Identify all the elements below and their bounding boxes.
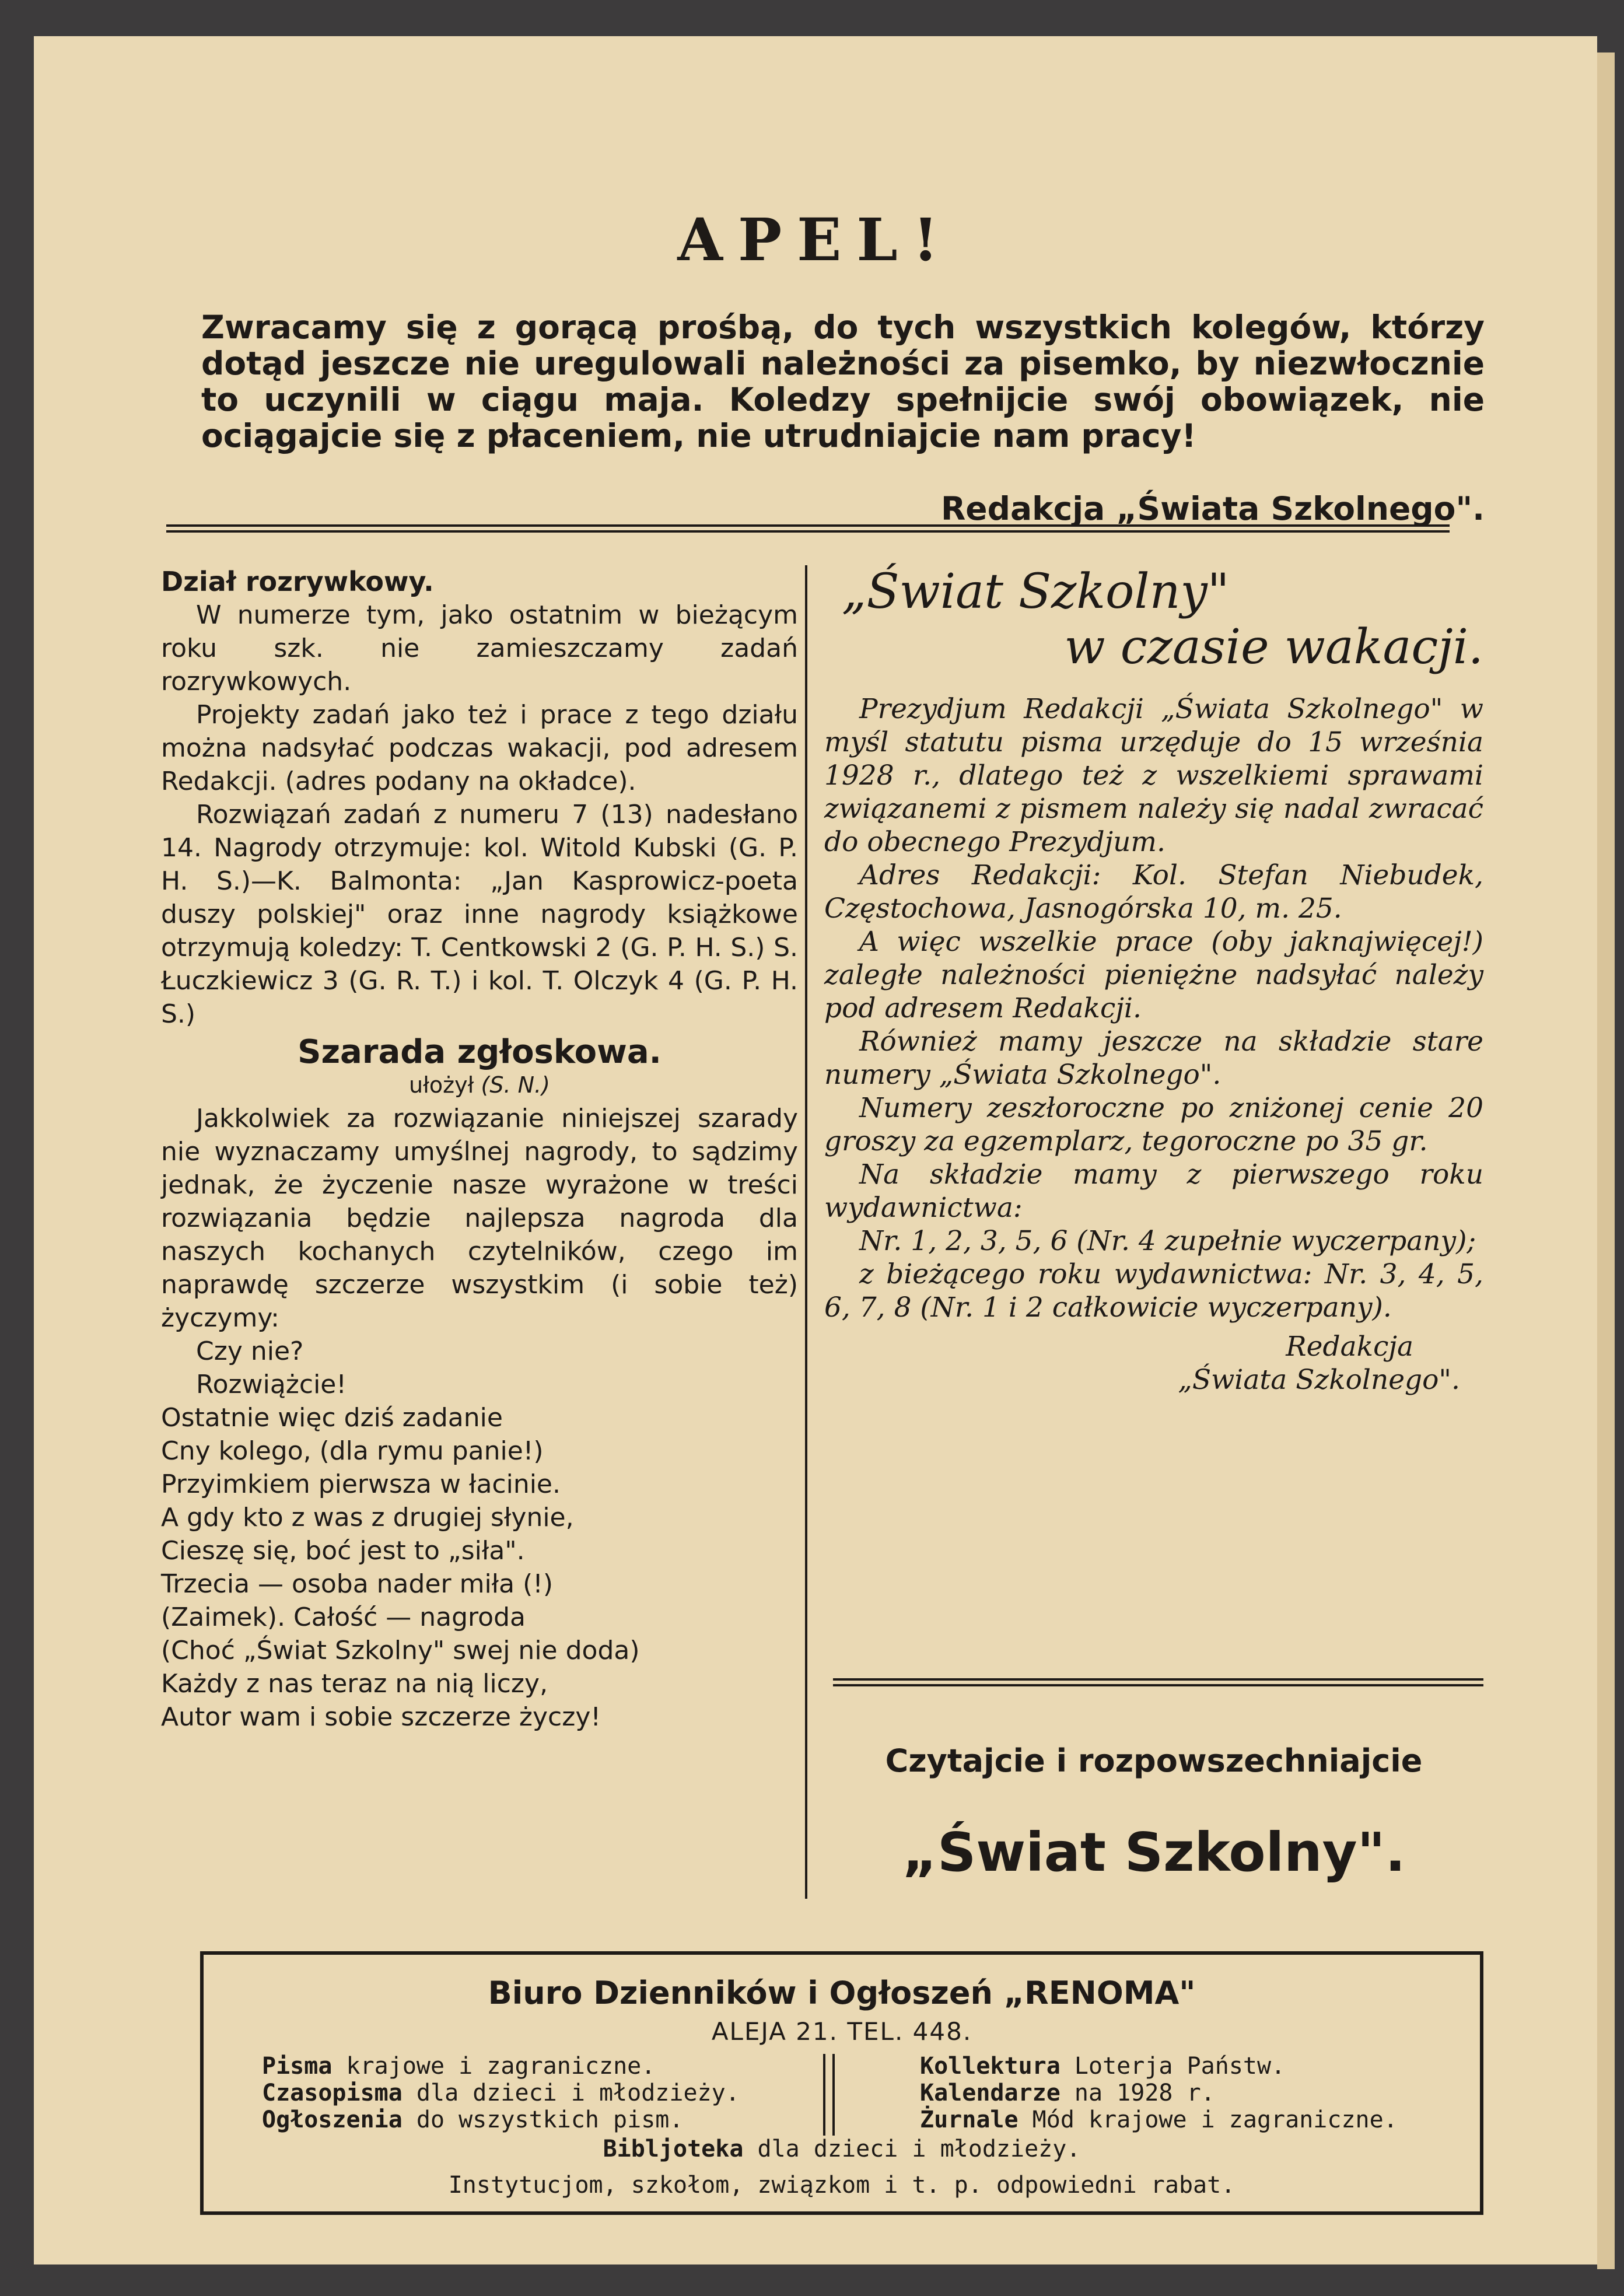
paragraph: Numery zeszłoroczne po zniżonej cenie 20 groszy za egzemplarz, tegoroczne po 35 gr.: [824, 1092, 1483, 1157]
puzzle-title: Szarada zgłoskowa.: [298, 1033, 662, 1071]
section-heading-entertainment: Dział rozrywkowy.: [161, 566, 434, 597]
promo-line2: „Świat Szkolny".: [902, 1821, 1406, 1884]
verse-line: (Choć „Świat Szkolny" swej nie doda): [161, 1636, 640, 1665]
ad-item: Ogłoszenia do wszystkich pism.: [262, 2106, 684, 2133]
ad-item: Kollektura Loterja Państw.: [920, 2053, 1286, 2080]
puzzle-author: [161, 1069, 798, 1102]
verse-line: Cny kolego, (dla rymu panie!): [161, 1436, 544, 1466]
ad-item: Czasopisma dla dzieci i młodzieży.: [262, 2080, 740, 2106]
appeal-title: APEL!: [677, 205, 954, 274]
ad-title: Biuro Dzienników i Ogłoszeń „RENOMA": [488, 1975, 1196, 2011]
ad-right-list: [920, 2053, 1474, 2133]
ad-item: Kalendarze na 1928 r.: [920, 2080, 1215, 2106]
puzzle-question: Czy nie?: [196, 1336, 304, 1366]
verse-line: A gdy kto z was z drugiej słynie,: [161, 1503, 574, 1532]
ad-divider: [823, 2054, 825, 2136]
ad-address: ALEJA 21. TEL. 448.: [711, 2017, 972, 2046]
paragraph: W numerze tym, jako ostatnim w bieżącym roku szk. nie zamieszczamy zadań rozrywkowych.: [161, 600, 798, 696]
appeal-text: Zwracamy się z gorącą prośbą, do tych wszystkich kolegów, którzy dotąd jeszcze nie uregulowali należności za pisemko, by niezwłocznie to uczynili w ciągu maja. Koledzy spełnijcie swój obowiązek, nie ociągajcie się z płaceniem, nie utrudniajcie nam pracy!: [201, 309, 1485, 454]
verse-line: Ostatnie więc dziś zadanie: [161, 1403, 503, 1433]
paragraph: Adres Redakcji: Kol. Stefan Niebudek, Częstochowa, Jasnogórska 10, m. 25.: [824, 859, 1483, 925]
ad-library: Bibljoteka dla dzieci i młodzieży.: [603, 2136, 1081, 2162]
paragraph: Również mamy jeszcze na składzie stare numery „Świata Szkolnego".: [824, 1026, 1483, 1091]
verse-line: Przyimkiem pierwsza w łacinie.: [161, 1469, 561, 1499]
summer-title-line2: w czasie wakacji.: [1064, 620, 1483, 675]
page-edge: [1597, 52, 1615, 2269]
paragraph: Projekty zadań jako też i prace z tego działu można nadsyłać podczas wakacji, pod adresem Redakcji. (adres podany na okładce).: [161, 700, 798, 796]
document-page: [34, 36, 1597, 2264]
verse-line: (Zaimek). Całość — nagroda: [161, 1602, 526, 1632]
puzzle-verse: [161, 1401, 798, 1734]
ad-item: Pisma krajowe i zagraniczne.: [262, 2053, 656, 2080]
divider: [833, 1678, 1483, 1686]
verse-line: Trzecia — osoba nader miła (!): [161, 1569, 554, 1599]
promo-line1: Czytajcie i rozpowszechniajcie: [885, 1742, 1423, 1779]
verse-line: Każdy z nas teraz na nią liczy,: [161, 1669, 548, 1699]
summer-signature-line1: Redakcja: [1286, 1331, 1413, 1363]
puzzle-intro: Jakkolwiek za rozwiązanie niniejszej szarady nie wyznaczamy umyślnej nagrody, to sądzimy jednak, że życzenie nasze wyrażone w treści rozwiązania będzie najlepsza nagroda dla naszych kochanych czytelników, czego im naprawdę szczerze wszystkim (i sobie też) życzymy:: [161, 1104, 798, 1333]
right-column: [824, 564, 1483, 1396]
appeal-signature: Redakcja „Świata Szkolnego".: [940, 490, 1485, 527]
verse-line: Autor wam i sobie szczerze życzy!: [161, 1702, 601, 1732]
paragraph: Na składzie mamy z pierwszego roku wydawnictwa:: [824, 1158, 1483, 1224]
verse-line: Cieszę się, boć jest to „siła".: [161, 1536, 525, 1566]
paragraph: A więc wszelkie prace (oby jaknajwięcej!) zaległe należności pieniężne nadsyłać należy pod adresem Redakcji.: [824, 926, 1483, 1024]
ad-discount: Instytucjom, szkołom, związkom i t. p. odpowiedni rabat.: [448, 2172, 1236, 2199]
paragraph: Prezydjum Redakcji „Świata Szkolnego" w myśl statutu pisma urzęduje do 15 września 1928 r., dlatego też z wszelkiemi sprawami związanemi z pismem należy się nadal zwracać do obecnego Prezydjum.: [824, 693, 1483, 858]
ad-divider: [832, 2054, 835, 2136]
summer-signature-line2: „Świata Szkolnego".: [1178, 1364, 1460, 1396]
column-divider: [805, 565, 807, 1899]
ad-item: Żurnale Mód krajowe i zagraniczne.: [920, 2106, 1398, 2133]
paragraph: Nr. 1, 2, 3, 5, 6 (Nr. 4 zupełnie wyczerpany);: [859, 1225, 1476, 1257]
divider: [166, 524, 1450, 533]
puzzle-author-initials: (S. N.): [481, 1072, 550, 1098]
left-column: [161, 565, 798, 1734]
renoma-advertisement: [200, 1951, 1483, 2215]
ad-left-list: [262, 2053, 787, 2133]
paragraph: Rozwiązań zadań z numeru 7 (13) nadesłano 14. Nagrody otrzymuje: kol. Witold Kubski (G. P. H. S.)—K. Balmonta: „Jan Kasprowicz-poeta duszy polskiej" oraz inne nagrody książkowe otrzymują koledzy: T. Centkowski 2 (G. P. H. S.) S. Łuczkiewicz 3 (G. R. T.) i kol. T. Olczyk 4 (G. P. H. S.): [161, 800, 798, 1029]
puzzle-author-label: ułożył: [409, 1072, 474, 1098]
paragraph: z bieżącego roku wydawnictwa: Nr. 3, 4, 5, 6, 7, 8 (Nr. 1 i 2 całkowicie wyczerpany).: [824, 1258, 1483, 1324]
puzzle-question: Rozwiążcie!: [196, 1370, 347, 1399]
summer-title-line1: „Świat Szkolny": [842, 564, 1230, 620]
